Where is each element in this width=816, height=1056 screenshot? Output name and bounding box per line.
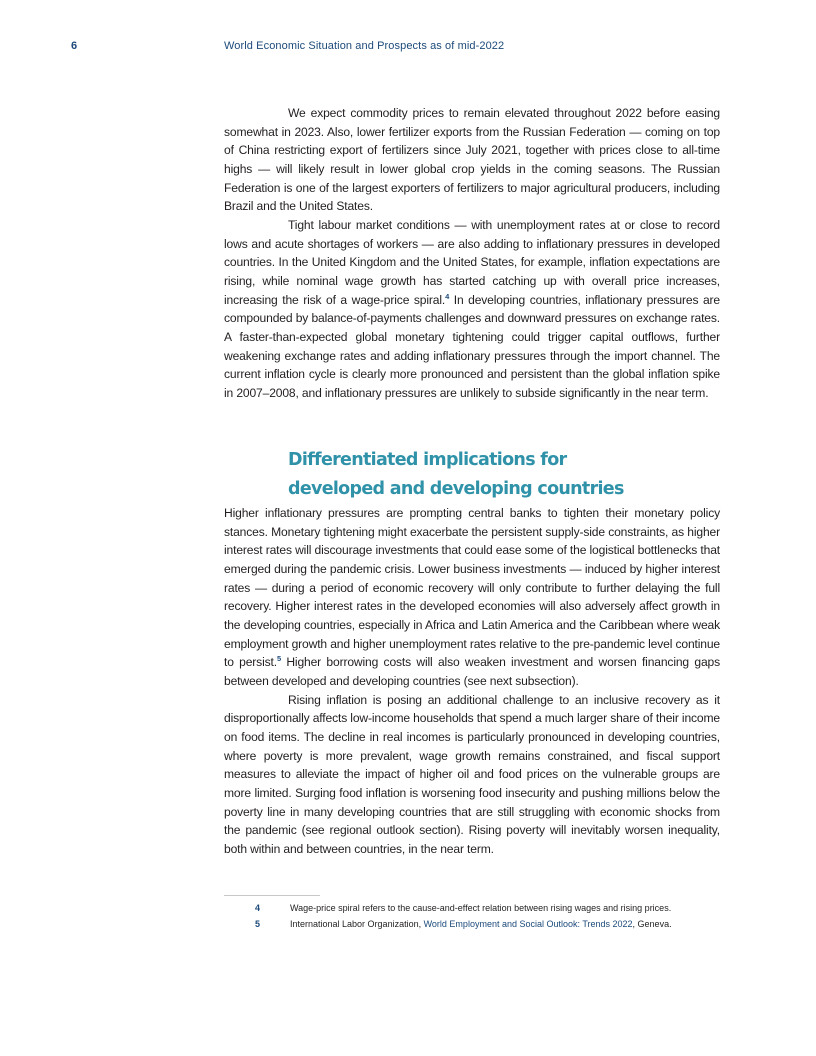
page-number: 6 bbox=[71, 40, 78, 52]
footnote-source: International Labor Organization, bbox=[290, 919, 424, 929]
footnote-text bbox=[290, 918, 672, 930]
footnote-location: , Geneva. bbox=[632, 919, 672, 929]
paragraph-text: In developing countries, inflationary pressures are compounded by balance-of-payments challenges and downward pressures on exchange rates. A faster-than-expected global monetary tightening could trigger capital outflows, further weakening exchange rates and adding inflationary pressures through the import channel. The current inflation cycle is clearly more pronounced and persistent than the global inflation spike in 2007–2008, and inflationary pressures are unlikely to subside significantly in the near term. bbox=[224, 292, 720, 400]
footnote-text: Wage-price spiral refers to the cause-and-effect relation between rising wages and rising prices. bbox=[290, 903, 672, 913]
section-heading-line: Differentiated implications for bbox=[288, 450, 567, 470]
report-title-link[interactable]: World Employment and Social Outlook: Trends 2022 bbox=[423, 919, 633, 929]
paragraph-text: Higher borrowing costs will also weaken investment and worsen financing gaps between developed and developing countries (see next subsection). bbox=[224, 655, 720, 688]
footnote-reference-4[interactable]: 4 bbox=[445, 291, 450, 301]
paragraph-text: Higher inflationary pressures are prompting central banks to tighten their monetary policy stances. Monetary tightening might exacerbate the persistent supply-side constraints, as higher interest rates will discourage investments that could ease some of the logistical bottlenecks that emerged during the pandemic crisis. Lower business investments — induced by higher interest rates — during a period of economic recovery will only contribute to further delaying the full recovery. Higher interest rates in the developed economies will also adversely affect growth in the developing countries, especially in Africa and Latin America and the Caribbean where weak employment growth and higher unemployment rates relative to the pre-pandemic level continue to persist. bbox=[224, 506, 720, 670]
running-header-title: World Economic Situation and Prospects as of mid-2022 bbox=[224, 40, 505, 52]
paragraph-commodity-prices: We expect commodity prices to remain elevated throughout 2022 before easing somewhat in 2023. Also, lower fertilizer exports from the Russian Federation — coming on top of China restricting export of fertilizers since July 2021, together with prices close to all-time highs — will likely result in lower global crop yields in the coming seasons. The Russian Federation is one of the largest exporters of fertilizers to major agricultural producers, including Brazil and the United States. bbox=[224, 106, 720, 214]
paragraph-text: Tight labour market conditions — with unemployment rates at or close to record lows and acute shortages of workers — are also adding to inflationary pressures in developed countries. In the United Kingdom and the United States, for example, inflation expectations are rising, while nominal wage growth has started catching up with overall price increases, increasing the risk of a wage-price spiral. bbox=[224, 217, 720, 307]
paragraph-monetary-tightening bbox=[224, 504, 720, 691]
paragraph-labour-markets bbox=[224, 216, 720, 403]
section-heading bbox=[288, 446, 718, 503]
paragraph-inclusive-recovery: Rising inflation is posing an additional challenge to an inclusive recovery as it disproportionally affects low-income households that spend a much larger share of their income on food items. The decline in real incomes is particularly pronounced in developing countries, where poverty is more prevalent, wage growth remains constrained, and fiscal support measures to alleviate the impact of higher oil and food prices on the vulnerable groups are more limited. Surging food inflation is worsening food insecurity and pushing millions below the poverty line in many developing countries that are still struggling with economic shocks from the pandemic (see regional outlook section). Rising poverty will inevitably worsen inequality, both within and between countries, in the near term. bbox=[224, 692, 720, 856]
footnote-reference-5[interactable]: 5 bbox=[276, 654, 281, 664]
body-text-lower bbox=[224, 504, 720, 858]
footnote-divider bbox=[224, 895, 320, 896]
body-text-upper bbox=[224, 104, 720, 403]
footnote-number: 5 bbox=[255, 919, 261, 929]
section-heading-line: developed and developing countries bbox=[288, 478, 624, 499]
footnote-number: 4 bbox=[255, 903, 261, 913]
